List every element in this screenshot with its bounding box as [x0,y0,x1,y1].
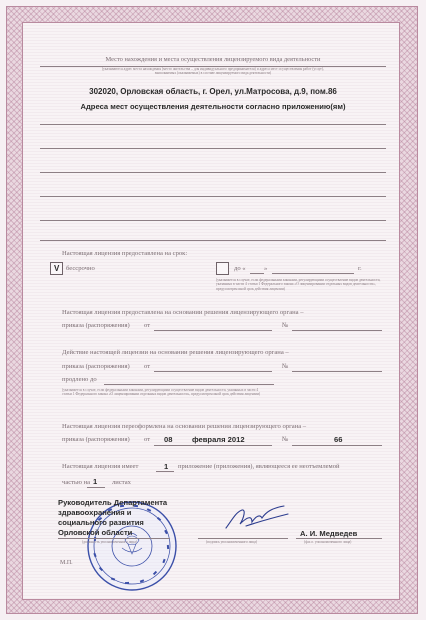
handwritten-signature [222,502,292,536]
signer-name: А. И. Медведев [300,529,358,538]
extended-from: от [144,363,151,370]
basis-order: приказа (распоряжения) [62,322,130,329]
term-label: Настоящая лицензия предоставлена на срок: [62,250,188,257]
reissued-day: 08 [164,435,173,444]
annex-part: частью на [62,479,91,486]
reissued-number: 66 [334,435,343,444]
address-line-2: Адреса мест осуществления деятельности согласно приложению(ям) [80,102,346,111]
annex-prefix: Настоящая лицензия имеет [62,463,139,470]
check-mark: V [54,264,60,273]
extended-no: № [282,363,289,370]
header-note-1: (указываются адрес места нахождения (место жительства – для индивидуального предпринимателя) и адреса мест осуществления работ (услуг), [101,67,325,71]
position-line-1: Руководитель Департамента [58,498,168,507]
position-line-3: социального развития [58,518,144,527]
term-quote-close: » [264,265,268,272]
extended-note: (указывается в случае, если федеральными законами, регулирующими осуществление видов деятельности, указанных в части 4 статьи 1 Федерального закона «О лицензировании отдельных видов деятельности», предусмотрен иной срок действия лицензии) [62,388,261,397]
extended-line: Действие настоящей лицензии на основании решения лицензирующего органа – [62,349,289,356]
term-until: до « [234,265,246,272]
term-date-checkbox [216,262,229,275]
basis-no: № [282,322,289,329]
annex-suffix: приложение (приложения), являющееся ее неотъемлемой [178,463,340,470]
header-title: Место нахождения и места осуществления лицензируемого вида деятельности [105,56,321,63]
mp-label: М.П. [60,560,73,566]
reissued-month-year: февраля 2012 [192,435,245,444]
reissued-no: № [282,436,289,443]
basis-from: от [144,322,151,329]
annex-sheets: 1 [93,477,98,486]
position-note: (должность уполномоченного лица) [82,540,138,544]
reissued-line: Настоящая лицензия переоформлена на основании решения лицензирующего органа – [62,423,307,430]
term-note: (указывается в случае, если федеральными законами, регулирующими осуществление видов деятельности, указанных в части 4 статьи 1 Федерального закона «О лицензировании отдельных видов деятельности», предусмотрен иной срок действия лицензии) [216,278,381,291]
position-line-4: Орловской области [58,528,133,537]
address-line: 302020, Орловская область, г. Орел, ул.Матросова, д.9, пом.86 [89,87,337,96]
header-note-2: выполняемых (оказываемых) в составе лицензируемого вида деятельности) [154,71,272,75]
indefinite-checkbox [50,262,63,275]
sign-note: (подпись уполномоченного лица) [206,540,258,544]
annex-count: 1 [164,462,169,471]
extended-prolonged: продлено до [62,376,97,383]
basis-line: Настоящая лицензия предоставлена на основании решения лицензирующего органа – [62,309,304,316]
term-year-suffix: г. [358,265,362,272]
position-title [58,498,167,538]
term-indefinite: бессрочно [66,265,95,272]
annex-sheets-label: листах [112,479,131,486]
name-note: (ф.и.о. уполномоченного лица) [304,540,352,544]
reissued-from: от [144,436,151,443]
reissued-order: приказа (распоряжения) [62,436,130,443]
position-line-2: здравоохранения и [58,508,132,517]
extended-order: приказа (распоряжения) [62,363,130,370]
